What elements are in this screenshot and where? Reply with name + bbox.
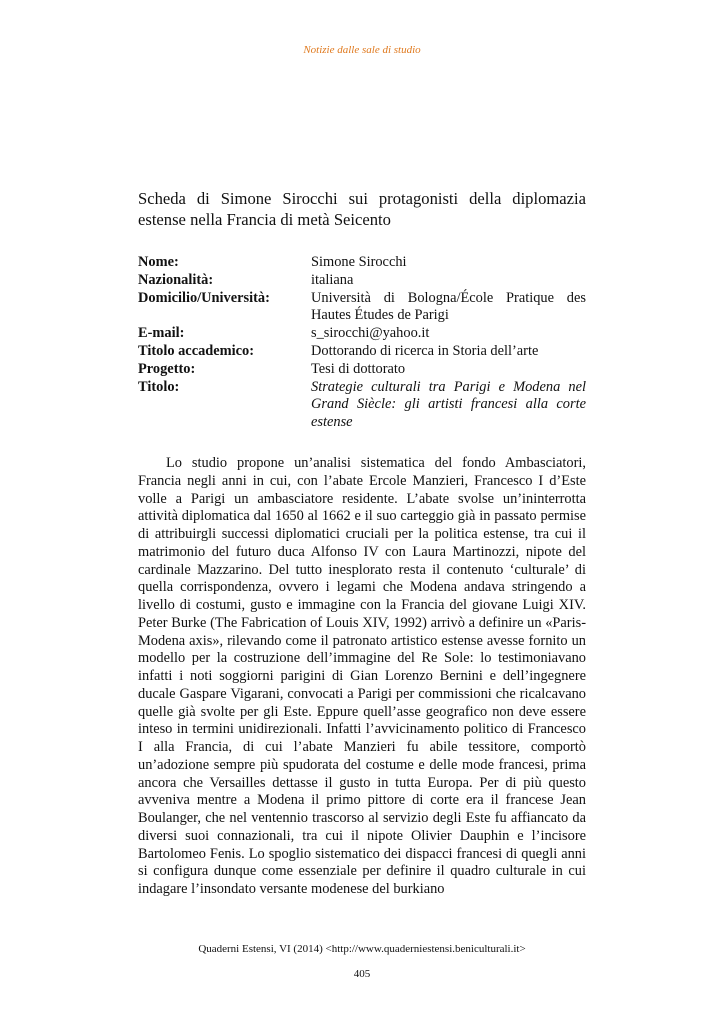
info-label-nome: Nome: xyxy=(138,254,179,270)
article-title: Scheda di Simone Sirocchi sui protagonisti della diplomazia estense nella Francia di metà Seicento xyxy=(138,189,586,229)
info-table xyxy=(138,254,586,432)
info-value-nazionalita: italiana xyxy=(311,271,354,288)
info-value-progetto: Tesi di dottorato xyxy=(311,360,406,377)
info-value-titolo-accademico: Dottorando di ricerca in Storia dell’arte xyxy=(311,342,539,359)
page-number: 405 xyxy=(353,968,371,980)
info-row-nazionalita xyxy=(138,272,586,290)
info-value-domicilio: Università di Bologna/École Pratique des Hautes Études de Parigi xyxy=(311,289,586,324)
info-label-nazionalita: Nazionalità: xyxy=(138,271,214,288)
info-label-titolo-accademico: Titolo accademico: xyxy=(138,342,255,359)
info-label-email: E-mail: xyxy=(138,325,185,342)
journal-footer: Quaderni Estensi, VI (2014) <http://www.quaderniestensi.beniculturali.it> xyxy=(198,943,526,955)
info-label-domicilio: Domicilio/Università: xyxy=(138,289,270,306)
info-label-progetto: Progetto: xyxy=(138,360,196,377)
info-row-email xyxy=(138,325,586,343)
info-value-email: s_sirocchi@yahoo.it xyxy=(311,325,430,342)
info-label-titolo: Titolo: xyxy=(138,378,180,395)
info-row-titolo-accademico xyxy=(138,343,586,361)
info-row-progetto xyxy=(138,361,586,379)
info-value-titolo: Strategie culturali tra Parigi e Modena nel Grand Siècle: gli artisti francesi alla corte estense xyxy=(311,378,586,431)
info-row-nome xyxy=(138,254,586,272)
info-row-titolo xyxy=(138,379,586,432)
running-head: Notizie dalle sale di studio xyxy=(303,44,421,56)
body-paragraph: Lo studio propone un’analisi sistematica del fondo Ambasciatori, Francia negli anni in cui, con l’abate Ercole Manzieri, Francesco I d’Este volle a Parigi un ambasciatore residente. L’abate svolse un’ininterrotta attività diplomatica dal 1650 al 1662 e il suo carteggio già in passato permise di attribuirgli successi diplomatici cruciali per la politica estense, tra cui il matrimonio del futuro duca Alfonso IV con Laura Martinozzi, nipote del cardinale Mazzarino. Del tutto inesplorato resta il contenuto ‘culturale’ di quella corrispondenza, ovvero i legami che Modena andava stringendo a livello di costumi, gusto e immagine con la Francia del giovane Luigi XIV. Peter Burke (The Fabrication of Louis XIV, 1992) arrivò a definire un «Paris-Modena axis», rilevando come il patronato artistico estense avesse fornito un modello per la costruzione dell’immagine del Re Sole: lo testimoniavano infatti i noti soggiorni parigini di Gian Lorenzo Bernini e dell’ingegnere ducale Gaspare Vigarani, convocati a Parigi per commissioni che ricalcavano quelle già svolte per gli Este. Eppure quell’asse geografico non deve essere inteso in termini unidirezionali. Infatti l’avvicinamento politico di Francesco I alla Francia, di cui l’abate Manzieri fu abile tessitore, comportò un’adozione sempre più spudorata del costume e delle mode francesi, prima ancora che Versailles dettasse il gusto in tutta Europa. Per di più questo avveniva mentre a Modena il primo pittore di corte era il francese Jean Boulanger, che nel ventennio trascorso al servizio degli Este fu affiancato da diversi suoi connazionali, tra cui il nipote Olivier Dauphin e l’incisore Bartolomeo Fenis. Lo spoglio sistematico dei dispacci francesi di quegli anni si configura dunque come essenziale per definire il quadro culturale in cui indagare l’insondato versante modenese del burkiano xyxy=(138,455,586,897)
info-value-nome: Simone Sirocchi xyxy=(311,254,407,270)
info-row-domicilio xyxy=(138,290,586,326)
